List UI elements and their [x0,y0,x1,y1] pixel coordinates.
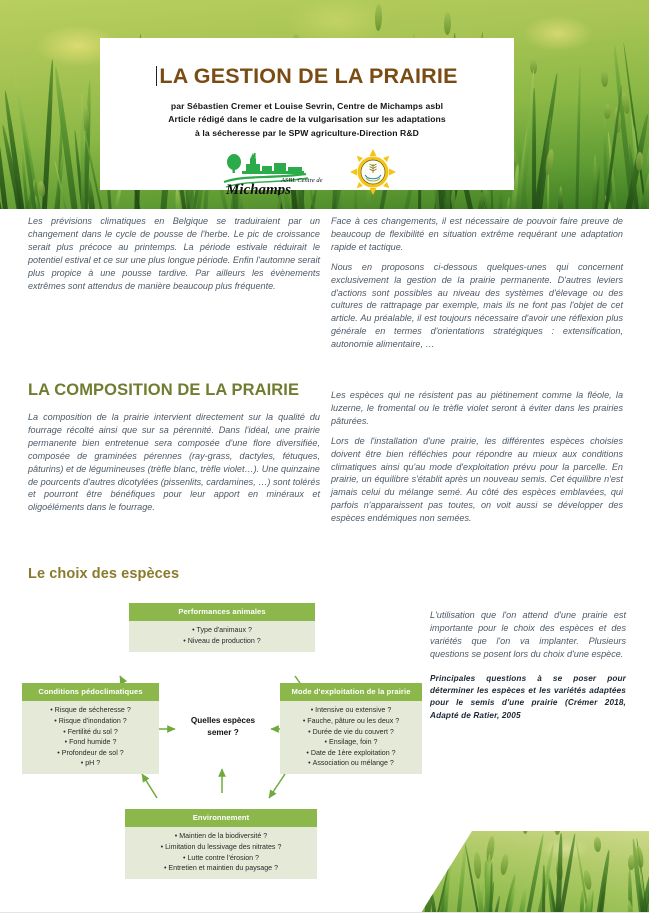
diagram-box-item: • Intensive ou extensive ? [284,705,418,716]
byline-line-2: Article rédigé dans le cadre de la vulgarisation sur les adaptations [168,114,446,125]
hero-grass-banner [0,0,649,209]
grass-blade [575,64,582,209]
diagram-box-conditions-pedoclimatiques [22,683,159,774]
figure-caption: Principales questions à se poser pour déterminer les espèces et les variétés adaptées pour le semis d'une prairie (Crémer 2018, Adapté de Ratier, 2005 [430,673,626,720]
diagram-box-items [125,827,317,879]
species-choice-diagram [22,597,442,873]
diagram-box-mode-exploitation [280,683,422,774]
intro-right-paragraph-1: Face à ces changements, il est nécessaire de pouvoir faire preuve de beaucoup de flexibilité en situation extrême requérant une adaptation rapide et tactique. [331,216,623,252]
grass-seedhead [604,103,611,118]
diagram-box-item: • Ensilage, foin ? [284,737,418,748]
page-title: LA GESTION DE LA PRAIRIE [100,38,514,89]
title-card [100,38,514,195]
composition-right-paragraph-2: Lors de l'installation d'une prairie, les différentes espèces choisies doivent être bien réfléchies pour répondre au mieux aux conditions climatiques ainsi qu'au mode d'exploitation prévu pour la parcelle. En prairie, un équilibre s'établit après un nouveau semis. Cet équilibre n'est jamais celui du mélange semé. Au côté des espèces emblavées, qui parfois n'apparaissent pas toutes, on voit aussi se développer des espèces endémiques non semées. [331,435,623,524]
diagram-box-item: • pH ? [26,758,155,769]
grass-blade [547,173,550,209]
logo-row [100,149,514,200]
diagram-center-node [175,715,271,740]
grass-seedhead [601,69,609,87]
byline-line-3: à la sécheresse par le SPW agriculture-Direction R&D [195,127,419,138]
composition-heading: LA COMPOSITION DE LA PRAIRIE [28,381,300,399]
diagram-box-item: • Profondeur de sol ? [26,748,155,759]
grass-blade [542,865,545,913]
diagram-box-item: • Risque de sécheresse ? [26,705,155,716]
composition-left-column [28,411,320,521]
byline [100,100,514,140]
grass-blade [557,190,564,209]
diagram-box-item: • Fertilité du sol ? [26,727,155,738]
logo-michamps [218,149,338,200]
diagram-box-title: Conditions pédoclimatiques [22,683,159,701]
choice-heading: Le choix des espèces [28,566,180,582]
grass-seedhead [499,854,509,876]
diagram-box-item: • Durée de vie du couvert ? [284,727,418,738]
diagram-center-line-2: semer ? [207,728,239,738]
composition-right-column [331,389,623,532]
text-caret [156,66,157,86]
composition-left-paragraph: La composition de la prairie intervient directement sur la qualité du fourrage récolté ainsi que sur sa pérennité. Dans l'idéal, une prairie permanente bien entretenue sera composée d'une flore diversifiée, composée de graminées pérennes (ray-grass, dactyles, fétuques, pâturins) et de légumineuses (trèfle blanc, trèfle violet…). Une quinzaine de pourcents d'autres dicotylées (pissenlits, cardamines, …) sont tolérés et pourront être bénéfiques pour leur apport en minéraux et oligoéléments dans le fourrage. [28,412,320,513]
diagram-box-item: • Lutte contre l'érosion ? [129,853,313,864]
intro-left-column [28,215,320,299]
grass-seedhead [474,852,482,879]
michamps-name-label: Michamps [226,181,292,195]
michamps-logo-svg [218,149,338,195]
diagram-box-item: • Niveau de production ? [133,636,311,647]
intro-right-column [331,215,623,358]
document-body [0,209,649,913]
logo-adaptation-secheresse [350,149,396,200]
intro-right-paragraph-2: Nous en proposons ci-dessous quelques-unes qui concernent exclusivement la gestion de la prairie permanente. D'autres leviers d'actions sont possibles au niveau des systèmes d'élevage ou des cultures de rattrapage par exemple, mais ils ne font pas l'objet de cet article. Au préalable, il est toujours nécessaire d'avoir une réflexion plus générale en termes d'orientations stratégiques : extensification, autonomie alimentaire, … [331,261,623,350]
diagram-box-items [129,621,315,651]
intro-left-paragraph: Les prévisions climatiques en Belgique se traduiraient par un changement dans le cycle de pousse de l'herbe. Le pic de croissance serait plus précoce au printemps. La période estivale réduirait le potentiel estival et ce sur une plus longue période. Enfin l'automne serait plus propice à une pousse tardive. Par ailleurs les évènements extrêmes sont attendus de manière beaucoup plus fréquente. [28,216,320,291]
diagram-box-item: • Fond humide ? [26,737,155,748]
diagram-box-items [22,701,159,774]
michamps-sub-label: ASBL Centre de [281,176,323,184]
diagram-center-line-1: Quelles espèces [190,716,256,725]
choice-side-paragraph: L'utilisation que l'on attend d'une prairie est importante pour le choix des espèces et des variétés que l'on va implanter. Plusieurs questions se posent lors du choix d'une espèce. [430,610,626,659]
diagram-box-performances-animales [129,603,315,652]
diagram-box-item: • Limitation du lessivage des nitrates ? [129,842,313,853]
choice-heading-wrap [28,566,320,582]
diagram-box-item: • Fauche, pâture ou les deux ? [284,716,418,727]
grass-seedhead [522,831,530,834]
diagram-box-item: • Maintien de la biodiversité ? [129,831,313,842]
grass-seedhead [635,152,643,171]
grass-seedhead [594,837,602,852]
diagram-box-title: Performances animales [129,603,315,621]
diagram-box-item: • Date de 1ère exploitation ? [284,748,418,759]
grass-blade [532,88,536,209]
diagram-box-item: • Entretien et maintien du paysage ? [129,863,313,874]
diagram-box-items [280,701,422,774]
grass-seedhead [375,4,383,31]
composition-right-paragraph-1: Les espèces qui ne résistent pas au piétinement comme la fléole, la luzerne, le fromental ou le trèfle violet seront à éviter dans les prairies pâturées. [331,390,623,426]
diagram-box-item: • Association ou mélange ? [284,758,418,769]
byline-line-1: par Sébastien Cremer et Louise Sevrin, Centre de Michamps asbl [170,101,444,111]
grass-seedhead [627,855,634,870]
choice-side-column [430,609,626,722]
sun-drought-logo-svg [350,149,396,195]
grass-seedhead [444,12,451,35]
diagram-box-environnement [125,809,317,879]
diagram-box-item: • Risque d'inondation ? [26,716,155,727]
diagram-box-title: Mode d'exploitation de la prairie [280,683,422,701]
diagram-box-title: Environnement [125,809,317,827]
composition-heading-wrap [28,381,320,400]
diagram-box-item: • Type d'animaux ? [133,625,311,636]
